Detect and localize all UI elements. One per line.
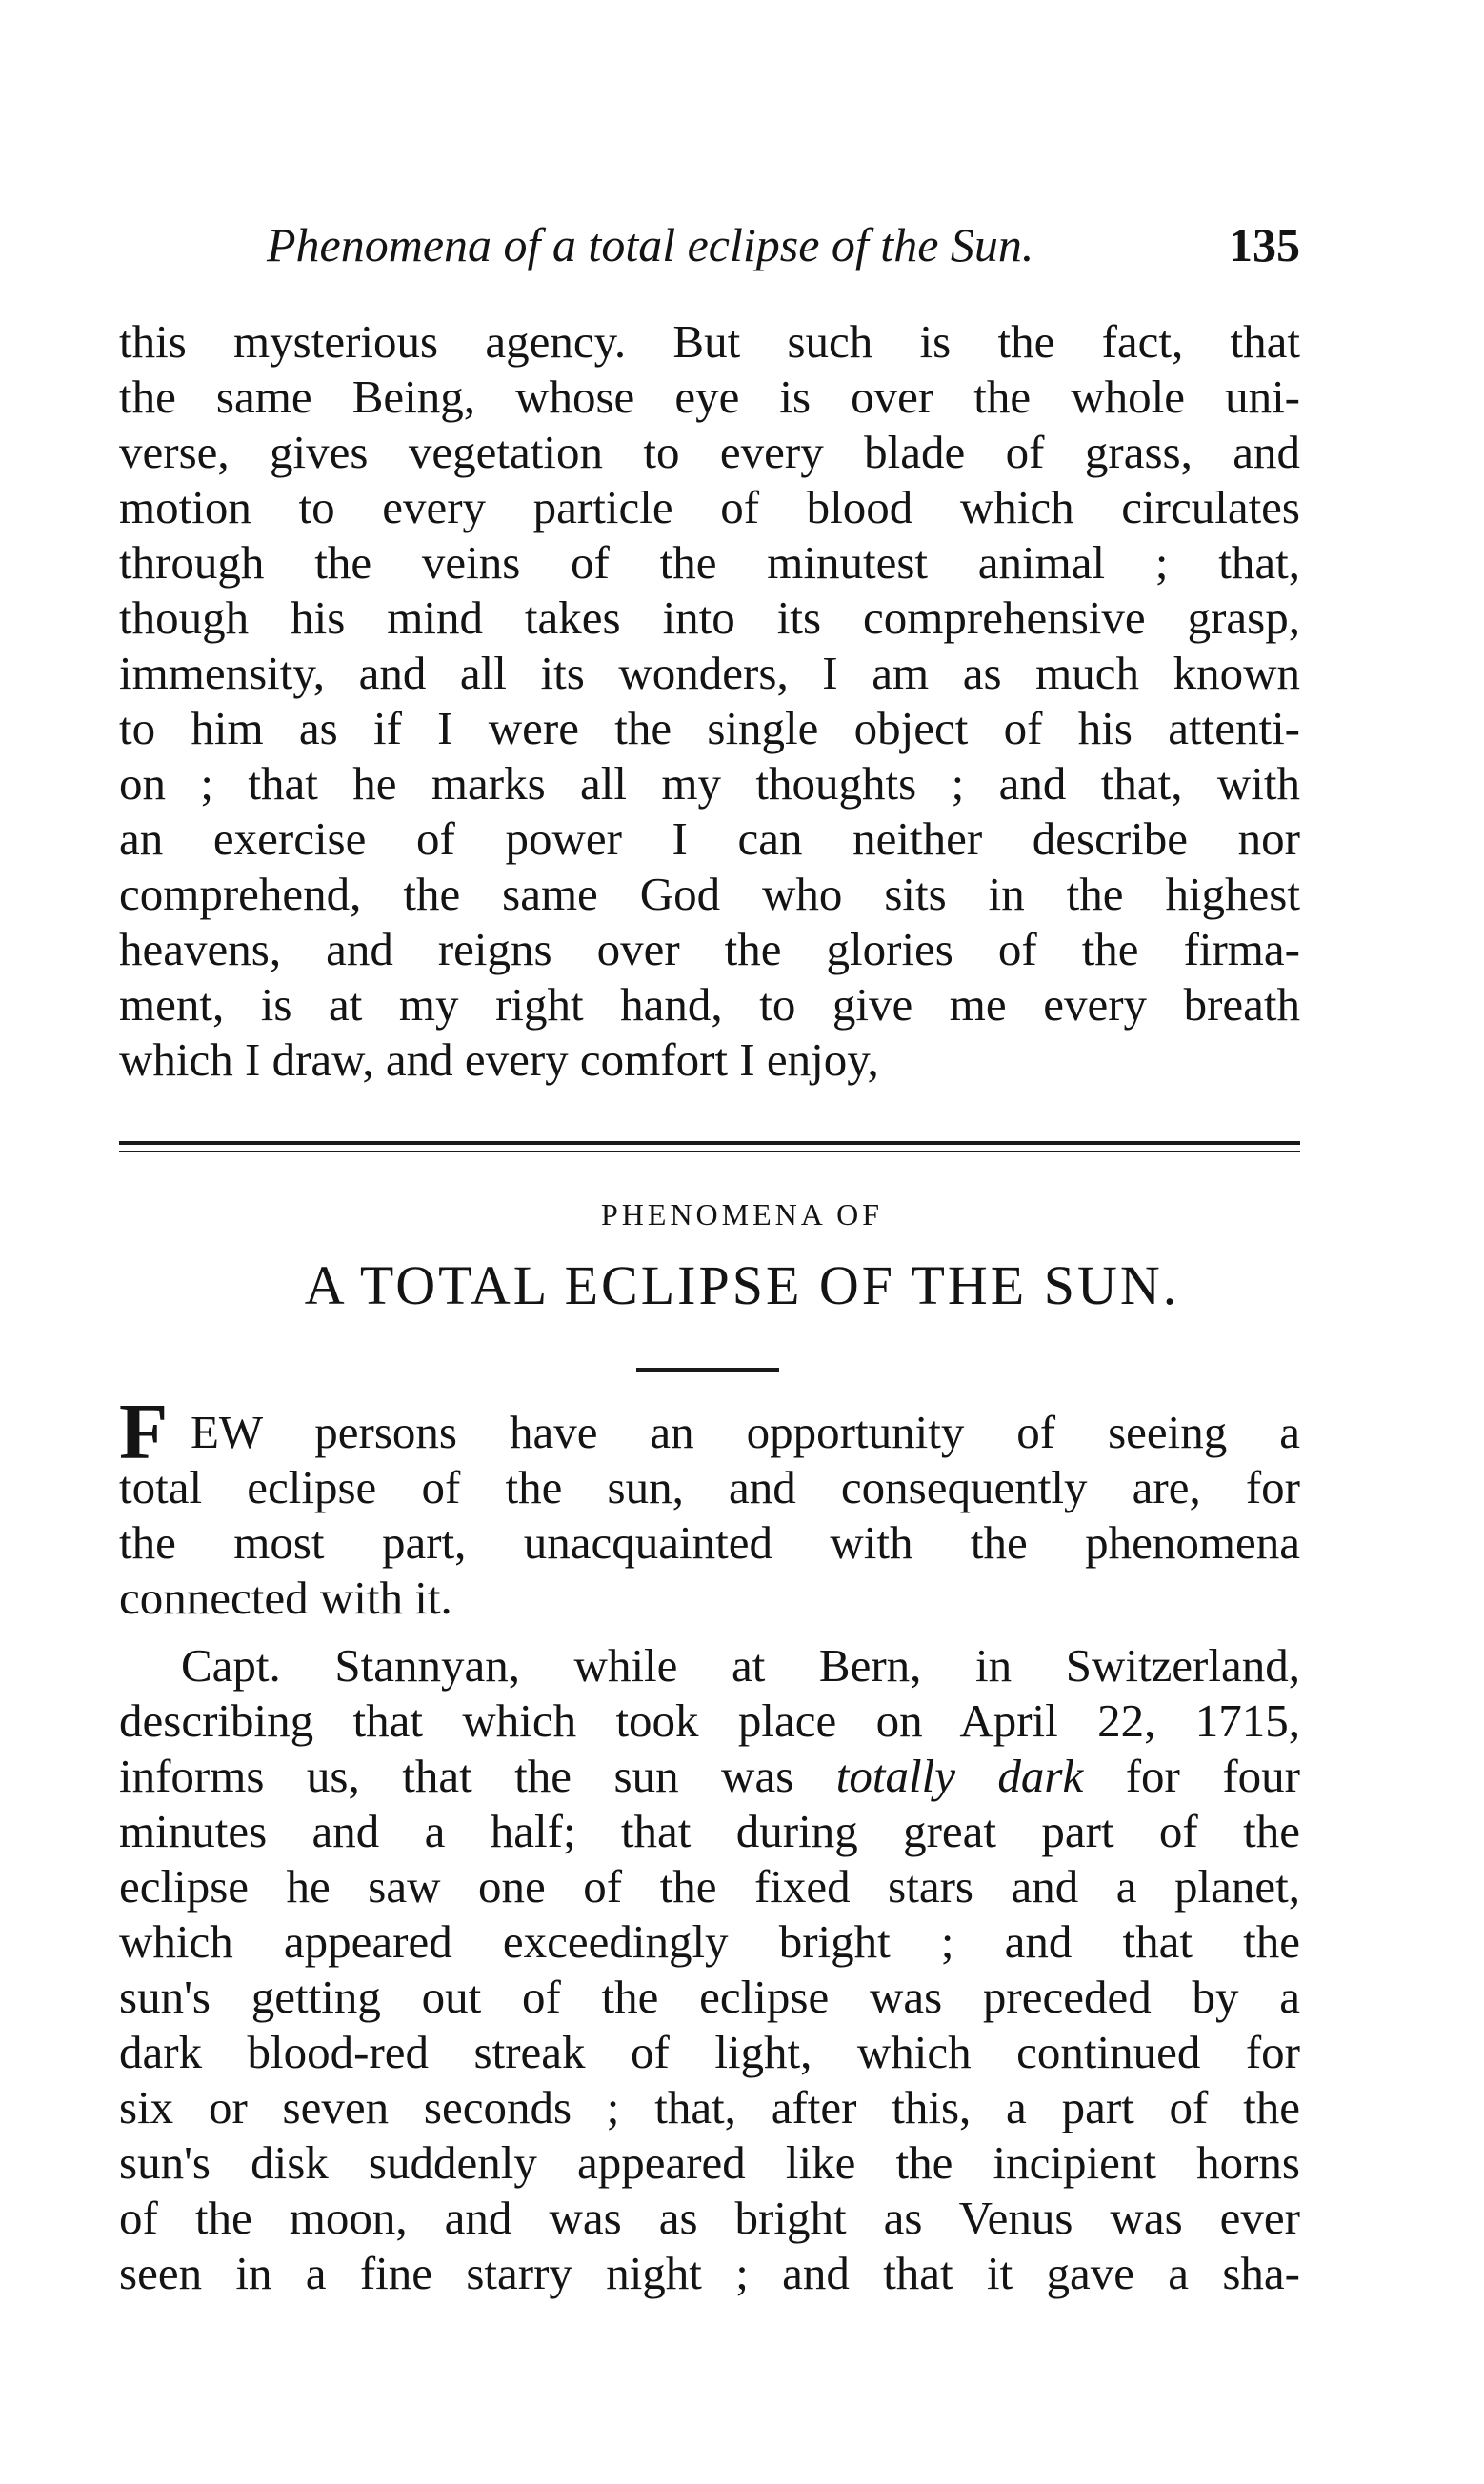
section-divider-thick (119, 1141, 1300, 1145)
text-line: which appeared exceedingly bright ; and that the (119, 1915, 1300, 1968)
text-segment: for four (1083, 1750, 1300, 1802)
text-line: sun's getting out of the eclipse was preceded by a (119, 1971, 1300, 2023)
text-line: this mysterious agency. But such is the fact, that (119, 315, 1300, 368)
text-line: Capt. Stannyan, while at Bern, in Switzerland, (181, 1639, 1300, 1692)
text-line: comprehend, the same God who sits in the highest (119, 868, 1300, 920)
text-line: minutes and a half; that during great part of the (119, 1805, 1300, 1857)
text-line: ment, is at my right hand, to give me every breath (119, 978, 1300, 1031)
section-divider-thin (119, 1151, 1300, 1152)
text-line: which I draw, and every comfort I enjoy, (119, 1033, 879, 1086)
text-line: of the moon, and was as bright as Venus was ever (119, 2192, 1300, 2244)
italic-emphasis: totally dark (835, 1750, 1084, 1802)
text-line: an exercise of power I can neither describe nor (119, 812, 1300, 865)
text-line: motion to every particle of blood which circulates (119, 481, 1300, 533)
text-line: seen in a fine starry night ; and that it gave a sha- (119, 2247, 1300, 2299)
text-line: immensity, and all its wonders, I am as much known (119, 647, 1300, 699)
text-line: eclipse he saw one of the fixed stars and a planet, (119, 1860, 1300, 1913)
text-line: EW persons have an opportunity of seeing a (191, 1406, 1300, 1458)
text-line: verse, gives vegetation to every blade of grass, and (119, 426, 1300, 478)
text-line: dark blood-red streak of light, which continued for (119, 2026, 1300, 2078)
text-line: though his mind takes into its comprehensive grasp, (119, 591, 1300, 644)
text-line: on ; that he marks all my thoughts ; and that, with (119, 757, 1300, 810)
text-line: sun's disk suddenly appeared like the incipient horns (119, 2136, 1300, 2189)
text-line: heavens, and reigns over the glories of the firma- (119, 923, 1300, 975)
text-line: to him as if I were the single object of his attenti- (119, 702, 1300, 754)
text-line: the most part, unacquainted with the phenomena (119, 1516, 1300, 1569)
text-line-with-italic (119, 1749, 1300, 1804)
text-line: the same Being, whose eye is over the whole uni- (119, 371, 1300, 423)
text-line: describing that which took place on April 22, 1715, (119, 1694, 1300, 1747)
page-number: 135 (1229, 218, 1300, 271)
text-segment: informs us, that the sun was (119, 1750, 836, 1802)
section-subtitle: PHENOMENA OF (600, 1197, 884, 1232)
running-title: Phenomena of a total eclipse of the Sun. (267, 218, 1034, 271)
drop-cap: F (119, 1388, 169, 1476)
running-head (267, 211, 1300, 278)
text-line: total eclipse of the sun, and consequently are, for (119, 1461, 1300, 1513)
text-line: six or seven seconds ; that, after this, a part of the (119, 2081, 1300, 2133)
text-line: through the veins of the minutest animal ; that, (119, 536, 1300, 589)
section-title: A TOTAL ECLIPSE OF THE SUN. (304, 1254, 1180, 1316)
title-ornament-rule (636, 1368, 779, 1372)
text-line: connected with it. (119, 1572, 452, 1624)
